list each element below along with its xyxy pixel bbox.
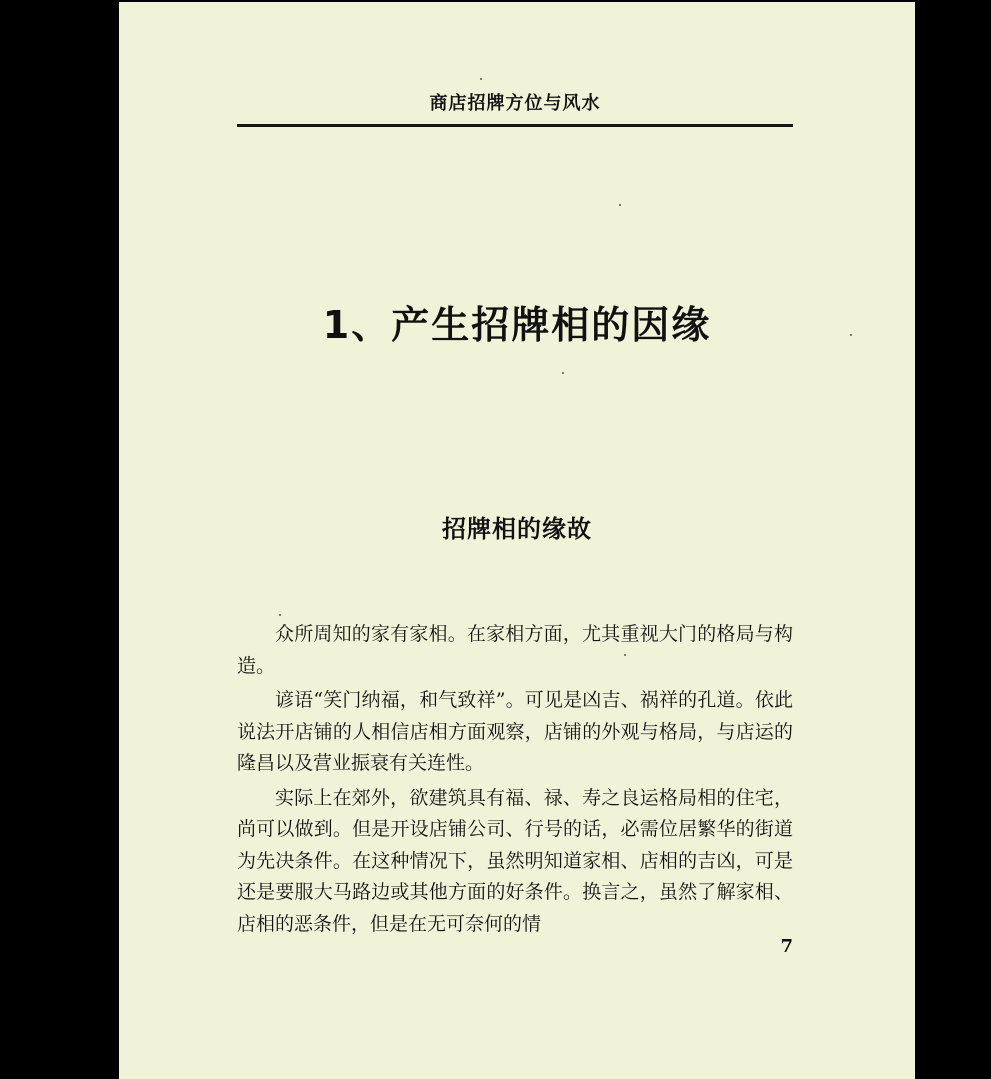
scan-speck [279,614,281,616]
paragraph: 谚语“笑门纳福，和气致祥”。可见是凶吉、祸祥的孔道。依此说法开店铺的人相信店相方面观察，店铺的外观与格局，与店运的隆昌以及营业振衰有关连性。 [237,689,793,774]
page-number: 7 [780,936,793,957]
chapter-title: 1、产生招牌相的因缘 [322,303,712,347]
scan-speck [850,334,852,336]
scan-speck [619,204,621,206]
scan-speck [562,372,564,374]
running-header: 商店招牌方位与风水 [429,93,601,114]
scan-speck [480,78,482,80]
paragraph: 众所周知的家有家相。在家相方面，尤其重视大门的格局与构造。 [237,623,793,677]
paragraph: 实际上在郊外，欲建筑具有福、禄、寿之良运格局相的住宅，尚可以做到。但是开设店铺公司、行号的话，必需位居繁华的街道为先决条件。在这种情况下，虽然明知道家相、店相的吉凶，可是还是要服大马路边或其他方面的好条件。换言之，虽然了解家相、店相的恶条件，但是在无可奈何的情 [237,786,793,935]
book-page [119,2,915,1079]
header-rule [237,124,793,127]
body-text [237,619,793,943]
section-title: 招牌相的缘故 [442,515,592,543]
scan-speck [624,654,626,656]
